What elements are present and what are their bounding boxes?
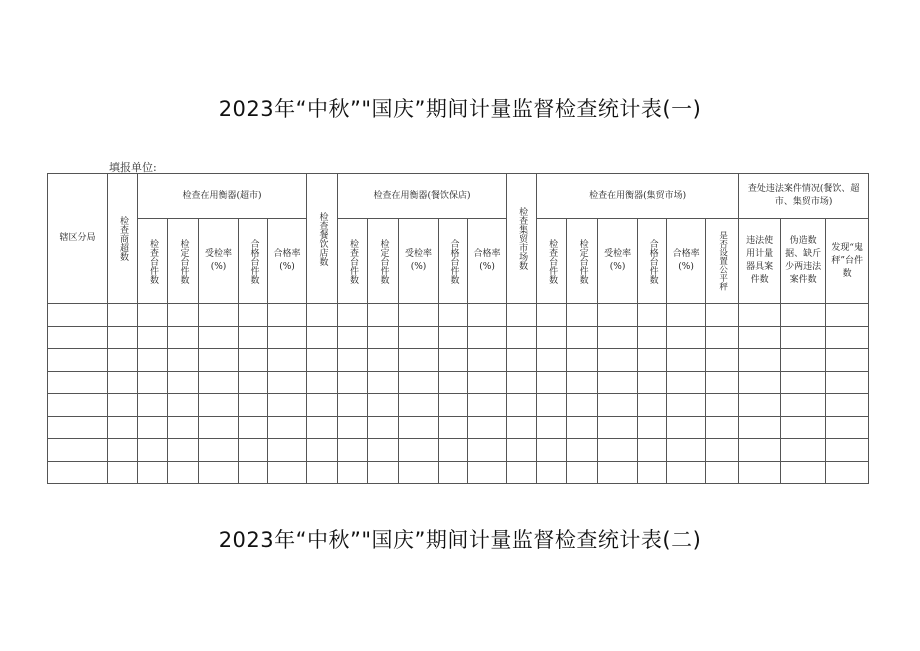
table-cell[interactable] (739, 461, 781, 484)
table-cell[interactable] (537, 461, 567, 484)
table-cell[interactable] (781, 326, 826, 349)
table-cell[interactable] (48, 461, 108, 484)
table-cell[interactable] (638, 371, 667, 394)
table-cell[interactable] (268, 371, 307, 394)
header-checked-units: 检查台件数 (338, 219, 368, 304)
table-cell[interactable] (667, 371, 706, 394)
table-cell[interactable] (507, 349, 537, 372)
table-cell[interactable] (239, 371, 268, 394)
table-cell[interactable] (826, 349, 869, 372)
table-cell[interactable] (638, 326, 667, 349)
table-cell[interactable] (108, 326, 138, 349)
table-cell[interactable] (826, 416, 869, 439)
header-verification-rate: 受检率(%) (199, 219, 239, 304)
table-cell[interactable] (199, 304, 239, 327)
table-cell[interactable] (168, 326, 199, 349)
header-verification-rate: 受检率(%) (598, 219, 638, 304)
table-cell[interactable] (199, 326, 239, 349)
table-row (48, 416, 869, 439)
table-cell[interactable] (268, 326, 307, 349)
header-group-supermarket: 检查在用衡器(超市) (138, 174, 307, 219)
table-cell[interactable] (138, 439, 168, 462)
table-cell[interactable] (108, 461, 138, 484)
table-cell[interactable] (507, 461, 537, 484)
table-cell[interactable] (468, 461, 507, 484)
table-cell[interactable] (598, 326, 638, 349)
table-cell[interactable] (399, 304, 439, 327)
table-cell[interactable] (439, 416, 468, 439)
table-row (48, 394, 869, 417)
table-cell[interactable] (199, 371, 239, 394)
table-cell[interactable] (667, 439, 706, 462)
table-cell[interactable] (368, 461, 399, 484)
table-cell[interactable] (368, 439, 399, 462)
table-row (48, 326, 869, 349)
table-cell[interactable] (567, 326, 598, 349)
header-qualified-units: 合格台件数 (439, 219, 468, 304)
table-cell[interactable] (368, 349, 399, 372)
table-cell[interactable] (468, 349, 507, 372)
table-cell[interactable] (638, 304, 667, 327)
table-cell[interactable] (399, 416, 439, 439)
header-group-cases: 查处违法案件情况(餐饮、超市、集贸市场) (739, 174, 869, 219)
table-cell[interactable] (439, 394, 468, 417)
table-cell[interactable] (567, 394, 598, 417)
table-cell[interactable] (598, 416, 638, 439)
table-cell[interactable] (638, 394, 667, 417)
table-row (48, 439, 869, 462)
table-cell[interactable] (338, 371, 368, 394)
table-cell[interactable] (598, 349, 638, 372)
table-cell[interactable] (199, 349, 239, 372)
table-cell[interactable] (399, 349, 439, 372)
table-row (48, 304, 869, 327)
table-cell[interactable] (307, 371, 338, 394)
table-cell[interactable] (598, 461, 638, 484)
table-cell[interactable] (667, 416, 706, 439)
table-cell[interactable] (268, 304, 307, 327)
reporting-unit-label: 填报单位: (109, 161, 157, 174)
table-cell[interactable] (739, 304, 781, 327)
table-cell[interactable] (268, 349, 307, 372)
table-row (48, 461, 869, 484)
table-cell[interactable] (199, 416, 239, 439)
table-cell[interactable] (667, 349, 706, 372)
table-cell[interactable] (781, 416, 826, 439)
table-cell[interactable] (368, 371, 399, 394)
table-cell[interactable] (638, 439, 667, 462)
table-cell[interactable] (667, 394, 706, 417)
table2-title: 2023年“中秋”"国庆”期间计量监督检查统计表(二) (218, 528, 702, 552)
table-cell[interactable] (507, 439, 537, 462)
table-cell[interactable] (781, 394, 826, 417)
header-district: 辖区分局 (48, 174, 108, 304)
table-row (48, 349, 869, 372)
table-cell[interactable] (598, 371, 638, 394)
table-cell[interactable] (781, 461, 826, 484)
table-cell[interactable] (199, 461, 239, 484)
table-cell[interactable] (537, 416, 567, 439)
table-cell[interactable] (739, 439, 781, 462)
table-cell[interactable] (399, 439, 439, 462)
header-restaurants-checked: 检查餐饮店数 (307, 174, 338, 304)
table-cell[interactable] (138, 416, 168, 439)
header-verified-units: 检定台件数 (368, 219, 399, 304)
table-cell[interactable] (108, 371, 138, 394)
table-cell[interactable] (468, 416, 507, 439)
table-cell[interactable] (598, 394, 638, 417)
table-cell[interactable] (567, 439, 598, 462)
table-cell[interactable] (638, 416, 667, 439)
table-cell[interactable] (168, 439, 199, 462)
table-cell[interactable] (168, 304, 199, 327)
table-cell[interactable] (667, 304, 706, 327)
table-cell[interactable] (567, 349, 598, 372)
header-fair-scale: 是否设置公平秤 (706, 219, 739, 304)
header-checked-units: 检查台件数 (537, 219, 567, 304)
table-cell[interactable] (48, 326, 108, 349)
table-cell[interactable] (706, 371, 739, 394)
table-cell[interactable] (507, 394, 537, 417)
table-body (48, 304, 869, 484)
header-group-restaurant: 检查在用衡器(餐饮保店) (338, 174, 507, 219)
table-cell[interactable] (638, 349, 667, 372)
table-cell[interactable] (138, 304, 168, 327)
table-cell[interactable] (826, 439, 869, 462)
table-cell[interactable] (826, 304, 869, 327)
table-cell[interactable] (338, 394, 368, 417)
table-cell[interactable] (399, 371, 439, 394)
table-cell[interactable] (537, 439, 567, 462)
table-cell[interactable] (338, 326, 368, 349)
table-cell[interactable] (108, 439, 138, 462)
table-cell[interactable] (739, 349, 781, 372)
table-cell[interactable] (307, 349, 338, 372)
table-cell[interactable] (537, 349, 567, 372)
table-cell[interactable] (307, 439, 338, 462)
table-cell[interactable] (667, 461, 706, 484)
header-qualified-rate: 合格率(%) (468, 219, 507, 304)
table-cell[interactable] (239, 304, 268, 327)
table-cell[interactable] (108, 349, 138, 372)
table-cell[interactable] (739, 394, 781, 417)
table-cell[interactable] (739, 416, 781, 439)
table-cell[interactable] (168, 371, 199, 394)
table-cell[interactable] (48, 394, 108, 417)
header-qualified-units: 合格台件数 (638, 219, 667, 304)
header-verified-units: 检定台件数 (567, 219, 598, 304)
table-cell[interactable] (567, 461, 598, 484)
table-cell[interactable] (781, 439, 826, 462)
table-cell[interactable] (239, 416, 268, 439)
header-group-market: 检查在用衡器(集贸市场) (537, 174, 739, 219)
table-cell[interactable] (667, 326, 706, 349)
table-cell[interactable] (468, 371, 507, 394)
table-cell[interactable] (307, 461, 338, 484)
table-cell[interactable] (48, 304, 108, 327)
header-verification-rate: 受检率(%) (399, 219, 439, 304)
table-row (48, 371, 869, 394)
table-cell[interactable] (239, 349, 268, 372)
table-cell[interactable] (468, 326, 507, 349)
table-cell[interactable] (706, 461, 739, 484)
table-cell[interactable] (268, 439, 307, 462)
header-markets-checked: 检查集贸市场数 (507, 174, 537, 304)
table-cell[interactable] (439, 461, 468, 484)
table-cell[interactable] (781, 371, 826, 394)
table-cell[interactable] (307, 394, 338, 417)
table-cell[interactable] (138, 461, 168, 484)
table-cell[interactable] (338, 439, 368, 462)
table-cell[interactable] (239, 394, 268, 417)
table-cell[interactable] (307, 304, 338, 327)
table-cell[interactable] (48, 371, 108, 394)
table-cell[interactable] (48, 349, 108, 372)
table-cell[interactable] (168, 394, 199, 417)
header-qualified-units: 合格台件数 (239, 219, 268, 304)
table-cell[interactable] (48, 416, 108, 439)
table-cell[interactable] (826, 371, 869, 394)
inspection-statistics-table (47, 173, 869, 484)
table-cell[interactable] (239, 461, 268, 484)
table-cell[interactable] (706, 349, 739, 372)
table-cell[interactable] (468, 439, 507, 462)
table-cell[interactable] (268, 461, 307, 484)
header-case-illegal-use: 违法使用计量器具案件数 (739, 219, 781, 304)
table-cell[interactable] (138, 371, 168, 394)
table-cell[interactable] (826, 461, 869, 484)
table-cell[interactable] (537, 326, 567, 349)
table-cell[interactable] (739, 371, 781, 394)
table-cell[interactable] (239, 326, 268, 349)
table-cell[interactable] (567, 416, 598, 439)
table-cell[interactable] (468, 394, 507, 417)
table-cell[interactable] (439, 349, 468, 372)
table-cell[interactable] (468, 304, 507, 327)
table-cell[interactable] (507, 304, 537, 327)
table-cell[interactable] (439, 326, 468, 349)
table-cell[interactable] (399, 394, 439, 417)
header-case-ghost-scale: 发现“鬼秤”台件数 (826, 219, 869, 304)
table-cell[interactable] (239, 439, 268, 462)
table-cell[interactable] (706, 394, 739, 417)
table-cell[interactable] (48, 439, 108, 462)
table-cell[interactable] (567, 304, 598, 327)
table-cell[interactable] (338, 349, 368, 372)
table-cell[interactable] (598, 439, 638, 462)
table-cell[interactable] (138, 394, 168, 417)
table-cell[interactable] (108, 394, 138, 417)
table-cell[interactable] (507, 371, 537, 394)
header-qualified-rate: 合格率(%) (667, 219, 706, 304)
table-cell[interactable] (338, 461, 368, 484)
header-verified-units: 检定台件数 (168, 219, 199, 304)
table-cell[interactable] (781, 349, 826, 372)
table-cell[interactable] (439, 371, 468, 394)
table-cell[interactable] (537, 394, 567, 417)
header-case-forgery: 伪造数据、缺斤少两违法案件数 (781, 219, 826, 304)
table-cell[interactable] (826, 394, 869, 417)
table-cell[interactable] (199, 439, 239, 462)
table-cell[interactable] (706, 439, 739, 462)
table-cell[interactable] (537, 371, 567, 394)
table-cell[interactable] (307, 326, 338, 349)
table-cell[interactable] (338, 416, 368, 439)
table-cell[interactable] (108, 416, 138, 439)
table-cell[interactable] (739, 326, 781, 349)
table-cell[interactable] (368, 326, 399, 349)
table-cell[interactable] (507, 416, 537, 439)
table1-title: 2023年“中秋”"国庆”期间计量监督检查统计表(一) (218, 97, 702, 121)
table-cell[interactable] (138, 326, 168, 349)
table-cell[interactable] (399, 326, 439, 349)
table-cell[interactable] (268, 416, 307, 439)
header-qualified-rate: 合格率(%) (268, 219, 307, 304)
header-checked-units: 检查台件数 (138, 219, 168, 304)
header-supermarkets-checked: 检查商超数 (108, 174, 138, 304)
table-cell[interactable] (108, 304, 138, 327)
table-cell[interactable] (138, 349, 168, 372)
table-cell[interactable] (199, 394, 239, 417)
table-cell[interactable] (706, 416, 739, 439)
table-cell[interactable] (598, 304, 638, 327)
table-cell[interactable] (537, 304, 567, 327)
table-cell[interactable] (781, 304, 826, 327)
table-cell[interactable] (567, 371, 598, 394)
table-cell[interactable] (706, 326, 739, 349)
table-cell[interactable] (399, 461, 439, 484)
table-cell[interactable] (168, 349, 199, 372)
table-cell[interactable] (168, 416, 199, 439)
table-cell[interactable] (638, 461, 667, 484)
table-cell[interactable] (507, 326, 537, 349)
table-cell[interactable] (706, 304, 739, 327)
table-cell[interactable] (439, 439, 468, 462)
table-cell[interactable] (368, 394, 399, 417)
table-cell[interactable] (168, 461, 199, 484)
table-cell[interactable] (368, 416, 399, 439)
table-cell[interactable] (826, 326, 869, 349)
table-cell[interactable] (307, 416, 338, 439)
table-cell[interactable] (368, 304, 399, 327)
table-cell[interactable] (268, 394, 307, 417)
table-cell[interactable] (439, 304, 468, 327)
table-cell[interactable] (338, 304, 368, 327)
